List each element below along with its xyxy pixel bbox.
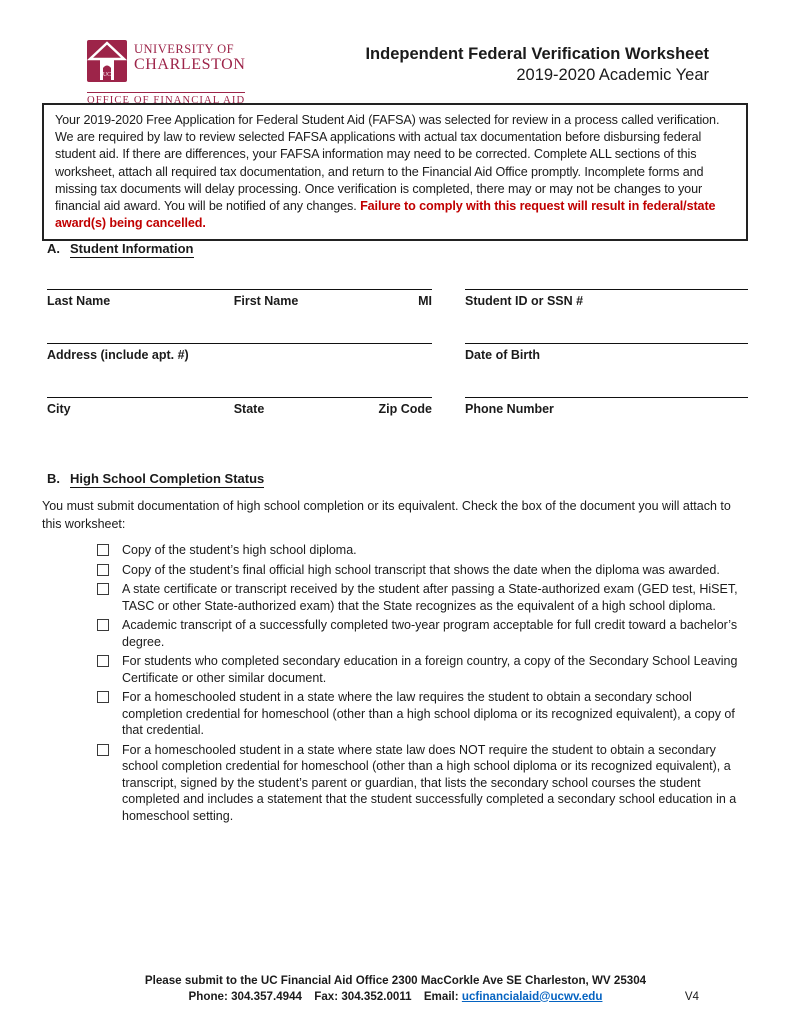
verification-notice-box bbox=[42, 103, 748, 241]
logo-wordmark bbox=[134, 40, 246, 73]
section-b-body bbox=[42, 498, 748, 827]
city-label: City bbox=[47, 402, 71, 416]
checkbox-foreign-country[interactable] bbox=[97, 655, 109, 667]
field-row-address bbox=[47, 343, 748, 364]
title-block bbox=[365, 44, 709, 86]
fax-number: 304.352.0011 bbox=[341, 989, 412, 1003]
checklist-item-transcript: Copy of the student’s final official high school transcript that shows the date when the diploma was awarded. bbox=[97, 562, 748, 579]
uc-financial-aid-logo bbox=[87, 40, 245, 106]
first-name-label: First Name bbox=[233, 294, 299, 308]
student-info-fields bbox=[47, 289, 748, 418]
checklist-item-diploma: Copy of the student’s high school diploma. bbox=[97, 542, 748, 559]
checkbox-homeschool-transcript[interactable] bbox=[97, 744, 109, 756]
email-link[interactable]: ucfinancialaid@ucwv.edu bbox=[461, 989, 603, 1003]
checklist-item-foreign-country: For students who completed secondary education in a foreign country, a copy of the Secondary School Leaving Certificate or other similar document. bbox=[97, 653, 748, 686]
checkbox-diploma[interactable] bbox=[97, 544, 109, 556]
state-label: State bbox=[233, 402, 265, 416]
notice-warning-text: Failure to comply with this request will result in federal/state award(s) being cancelled. bbox=[55, 199, 716, 231]
checkbox-state-certificate[interactable] bbox=[97, 583, 109, 595]
checklist-item-homeschool-transcript: For a homeschooled student in a state where state law does NOT require the student to obtain a secondary school completion credential for homeschool (other than a high school diploma or its recognized equivalent), a transcript, signed by the student’s parent or guardian, that lists the secondary school courses the student completed and includes a statement that the student successfully completed a secondary school education in a homeschool setting. bbox=[97, 742, 748, 825]
phone-label: Phone: bbox=[188, 989, 228, 1003]
footer-contact-line bbox=[0, 989, 791, 1005]
checklist-item-two-year-program: Academic transcript of a successfully completed two-year program acceptable for full credit toward a bachelor’s degree. bbox=[97, 617, 748, 650]
section-a-letter: A. bbox=[47, 241, 60, 256]
dob-input-line bbox=[465, 343, 748, 344]
checkbox-transcript[interactable] bbox=[97, 564, 109, 576]
section-b-intro: You must submit documentation of high school completion or its equivalent. Check the box of the document you will attach to this worksheet: bbox=[42, 499, 731, 531]
mi-label: MI bbox=[418, 294, 432, 308]
svg-text:UC: UC bbox=[102, 72, 112, 78]
phone-input-line bbox=[465, 397, 748, 398]
logo-divider bbox=[87, 92, 245, 93]
logo-line-university-of: UNIVERSITY OF bbox=[134, 42, 235, 56]
uc-shield-icon bbox=[87, 40, 127, 89]
page-title: Independent Federal Verification Worksheet bbox=[365, 45, 709, 63]
city-state-zip-input-line bbox=[47, 397, 432, 398]
fax-label: Fax: bbox=[314, 989, 339, 1003]
phone-number: 304.357.4944 bbox=[231, 989, 302, 1003]
student-id-input-line bbox=[465, 289, 748, 290]
field-row-name bbox=[47, 289, 748, 310]
section-b-title: High School Completion Status bbox=[70, 471, 265, 486]
hs-completion-checklist bbox=[42, 542, 748, 824]
notice-body-text: Your 2019-2020 Free Application for Federal Student Aid (FAFSA) was selected for review in a process called verification. We are required by law to review selected FAFSA applications with actual tax documentation before disbursing federal student aid. If there are differences, your FAFSA information may need to be corrected. Complete ALL sections of this worksheet, attach all required tax documentation, and return to the Financial Aid Office promptly. Incomplete forms and missing tax documents will delay processing. Once verification is completed, there may or may not be changes to your financial aid award. You will be notified of any changes. bbox=[55, 113, 720, 214]
last-name-label: Last Name bbox=[47, 294, 111, 308]
address-label: Address (include apt. #) bbox=[47, 348, 189, 362]
section-b-heading bbox=[47, 471, 264, 486]
footer-submit-line: Please submit to the UC Financial Aid Office 2300 MacCorkle Ave SE Charleston, WV 25304 bbox=[144, 974, 647, 987]
checklist-item-state-certificate: A state certificate or transcript received by the student after passing a State-authorized exam (GED test, HiSET, TASC or other State-authorized exam) that the State recognizes as the equivalent of a high school diploma. bbox=[97, 581, 748, 614]
phone-label: Phone Number bbox=[465, 402, 554, 416]
dob-label: Date of Birth bbox=[465, 348, 540, 362]
student-id-label: Student ID or SSN # bbox=[465, 294, 584, 308]
checkbox-homeschool-credential[interactable] bbox=[97, 691, 109, 703]
section-a-heading bbox=[47, 241, 194, 256]
footer bbox=[0, 973, 791, 1004]
logo-line-charleston: CHARLESTON bbox=[134, 56, 246, 73]
address-input-line bbox=[47, 343, 432, 344]
checklist-item-homeschool-credential: For a homeschooled student in a state where the law requires the student to obtain a secondary school completion credential for homeschool (other than a high school diploma or its recognized equivalent), a copy of that credential. bbox=[97, 689, 748, 739]
section-b-letter: B. bbox=[47, 471, 60, 486]
section-a-title: Student Information bbox=[70, 241, 194, 256]
page-subtitle: 2019-2020 Academic Year bbox=[516, 66, 709, 84]
email-label: Email: bbox=[423, 989, 459, 1003]
zip-label: Zip Code bbox=[378, 402, 432, 416]
name-input-line bbox=[47, 289, 432, 290]
logo-line-office: OFFICE OF FINANCIAL AID bbox=[87, 95, 246, 106]
checkbox-two-year-program[interactable] bbox=[97, 619, 109, 631]
field-row-city-state-zip bbox=[47, 397, 748, 418]
version-label: V4 bbox=[684, 990, 699, 1003]
